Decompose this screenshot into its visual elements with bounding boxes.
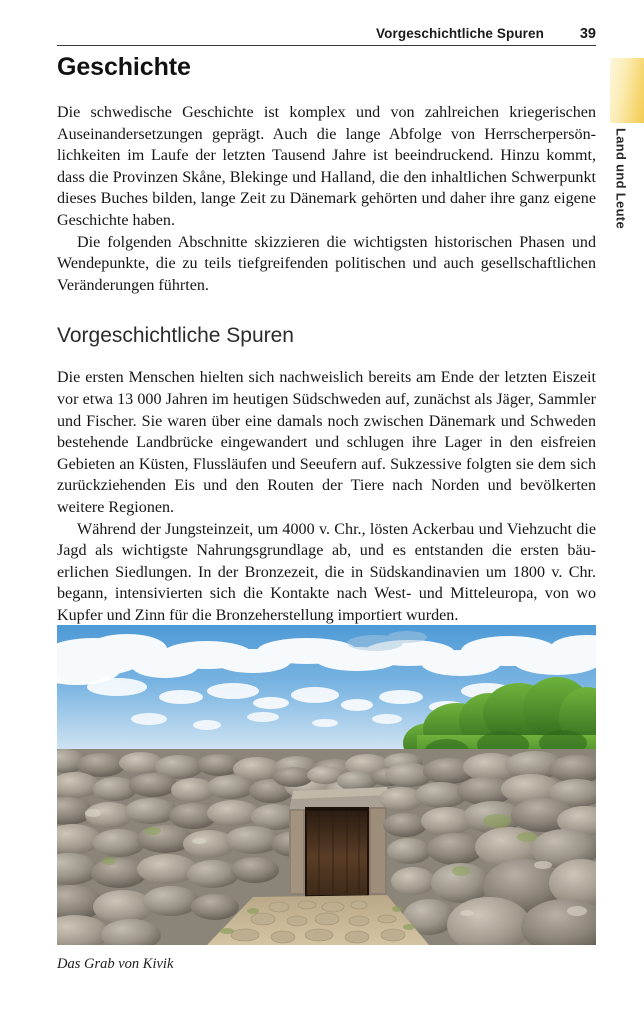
thumb-tab-marker bbox=[610, 58, 644, 123]
paragraph-history-intro: Die schwedische Geschichte ist komplex und von zahlreichen kriegerischen Auseinandersetzungen geprägt. Auch die lange Abfolge von Herrscherpersönlichkeiten im Laufe der letzten Tausend Jahre ist beeindruckend. Hinzu kommt, dass die Provinzen Skåne, Blekinge und Halland, die den inhaltlichen Schwerpunkt dieses Buches bilden, lange Zeit zu Dänemark gehörten und daher ihre ganz eigene Geschichte haben. bbox=[57, 104, 596, 229]
paragraph-first-humans: Die ersten Menschen hielten sich nachweislich bereits am Ende der letzten Eiszeit vor etwa 13 000 Jahren im heutigen Südschweden auf, zunächst als Jäger, Sammler und Fischer. Sie waren über eine damals noch zwischen Dänemark und Schweden bestehende Landbrücke eingewandert und schlugen ihre Lager in den eisfreien Gebieten an Küsten, Flussläufen und Seeufern auf. Sukzessive folgten sie dem sich zurückziehenden Eis und den Routen der Tiere nach Norden und bevölkerten weitere Regionen. bbox=[57, 369, 596, 516]
spacer bbox=[57, 296, 596, 323]
paragraph-history-outline: Die folgenden Abschnitte skizzieren die wichtigsten historischen Phasen und Wendepunkte, die zu teils tiefgreifenden politischen und auch gesellschaftlichen Veränderungen führten. bbox=[57, 233, 596, 294]
text-column bbox=[57, 52, 596, 670]
figure-caption: Das Grab von Kivik bbox=[57, 956, 174, 972]
running-head bbox=[57, 26, 596, 46]
spacer bbox=[57, 82, 596, 102]
figure-grab-von-kivik bbox=[57, 625, 596, 945]
chapter-title: Geschichte bbox=[57, 53, 191, 81]
page-number: 39 bbox=[579, 26, 596, 42]
spacer bbox=[57, 349, 596, 367]
section-title: Vorgeschichtliche Spuren bbox=[57, 324, 294, 348]
paragraph-neolithic: Während der Jungsteinzeit, um 4000 v. Chr., lösten Ackerbau und Viehzucht die Jagd als wichtigste Nahrungsgrundlage ab, und es entstanden die ersten bäuerlichen Siedlungen. In der Bronzezeit, die in Südskandinavien um 1800 v. Chr. begann, intensivierten sich die Kontakte nach West- und Mitteleuropa, von wo Kupfer und Zinn für die Bronzeherstellung importiert wurden. bbox=[57, 520, 596, 624]
running-head-title: Vorgeschichtliche Spuren bbox=[376, 26, 544, 41]
thumb-tab-label bbox=[608, 128, 634, 308]
header-rule bbox=[57, 45, 596, 46]
figure-image bbox=[57, 625, 596, 945]
thumb-tab-label-text: Land und Leute bbox=[613, 128, 629, 229]
